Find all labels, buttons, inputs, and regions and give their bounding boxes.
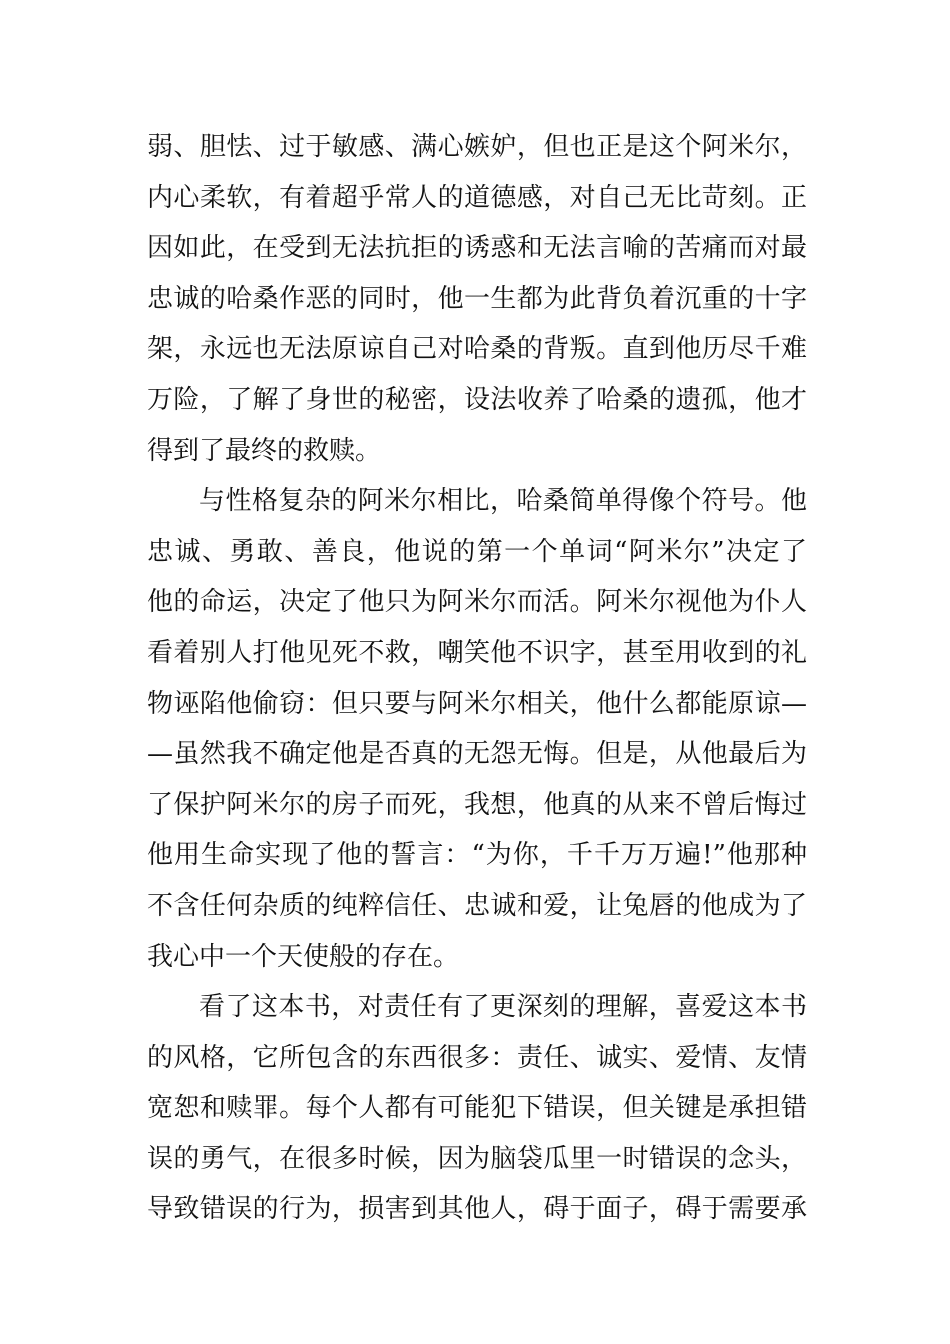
paragraph-1 bbox=[147, 122, 807, 476]
text-line: 误的勇气，在很多时候，因为脑袋瓜里一时错误的念头， bbox=[147, 1143, 807, 1174]
paragraph-2 bbox=[147, 476, 807, 982]
text-line: 忠诚的哈桑作恶的同时，他一生都为此背负着沉重的十字 bbox=[147, 283, 807, 314]
text-line: 架，永远也无法原谅自己对哈桑的背叛。直到他历尽千难 bbox=[147, 334, 807, 365]
text-line: 了保护阿米尔的房子而死，我想，他真的从来不曾后悔过 bbox=[147, 789, 807, 820]
paragraph-3 bbox=[147, 982, 807, 1235]
text-line: 他的命运，决定了他只为阿米尔而活。阿米尔视他为仆人 bbox=[147, 587, 807, 618]
text-line: 看着别人打他见死不救，嘲笑他不识字，甚至用收到的礼 bbox=[147, 637, 807, 668]
text-line: 宽恕和赎罪。每个人都有可能犯下错误，但关键是承担错 bbox=[147, 1093, 807, 1124]
text-line: 弱、胆怯、过于敏感、满心嫉妒，但也正是这个阿米尔， bbox=[147, 132, 807, 162]
text-line: 不含任何杂质的纯粹信任、忠诚和爱，让兔唇的他成为了 bbox=[147, 890, 807, 921]
text-line: 导致错误的行为，损害到其他人，碍于面子，碍于需要承 bbox=[147, 1194, 807, 1225]
text-line: 看了这本书，对责任有了更深刻的理解，喜爱这本书 bbox=[199, 992, 807, 1023]
text-line: 内心柔软，有着超乎常人的道德感，对自己无比苛刻。正 bbox=[147, 182, 807, 213]
text-line: 物诬陷他偷窃：但只要与阿米尔相关，他什么都能原谅— bbox=[147, 688, 807, 719]
text-line: 因如此，在受到无法抗拒的诱惑和无法言喻的苦痛而对最 bbox=[147, 233, 807, 264]
text-line: —虽然我不确定他是否真的无怨无悔。但是，从他最后为 bbox=[147, 739, 807, 770]
body-text bbox=[147, 122, 807, 1235]
text-line: 得到了最终的救赎。 bbox=[147, 435, 382, 466]
text-line: 万险，了解了身世的秘密，设法收养了哈桑的遗孤，他才 bbox=[147, 384, 807, 415]
text-line: 他用生命实现了他的誓言：“为你，千千万万遍!”他那种 bbox=[147, 840, 807, 871]
text-line: 我心中一个天使般的存在。 bbox=[147, 941, 460, 972]
text-line: 与性格复杂的阿米尔相比，哈桑简单得像个符号。他 bbox=[199, 486, 807, 517]
text-line: 忠诚、勇敢、善良，他说的第一个单词“阿米尔”决定了 bbox=[147, 536, 807, 567]
text-line: 的风格，它所包含的东西很多：责任、诚实、爱情、友情 bbox=[147, 1042, 807, 1073]
